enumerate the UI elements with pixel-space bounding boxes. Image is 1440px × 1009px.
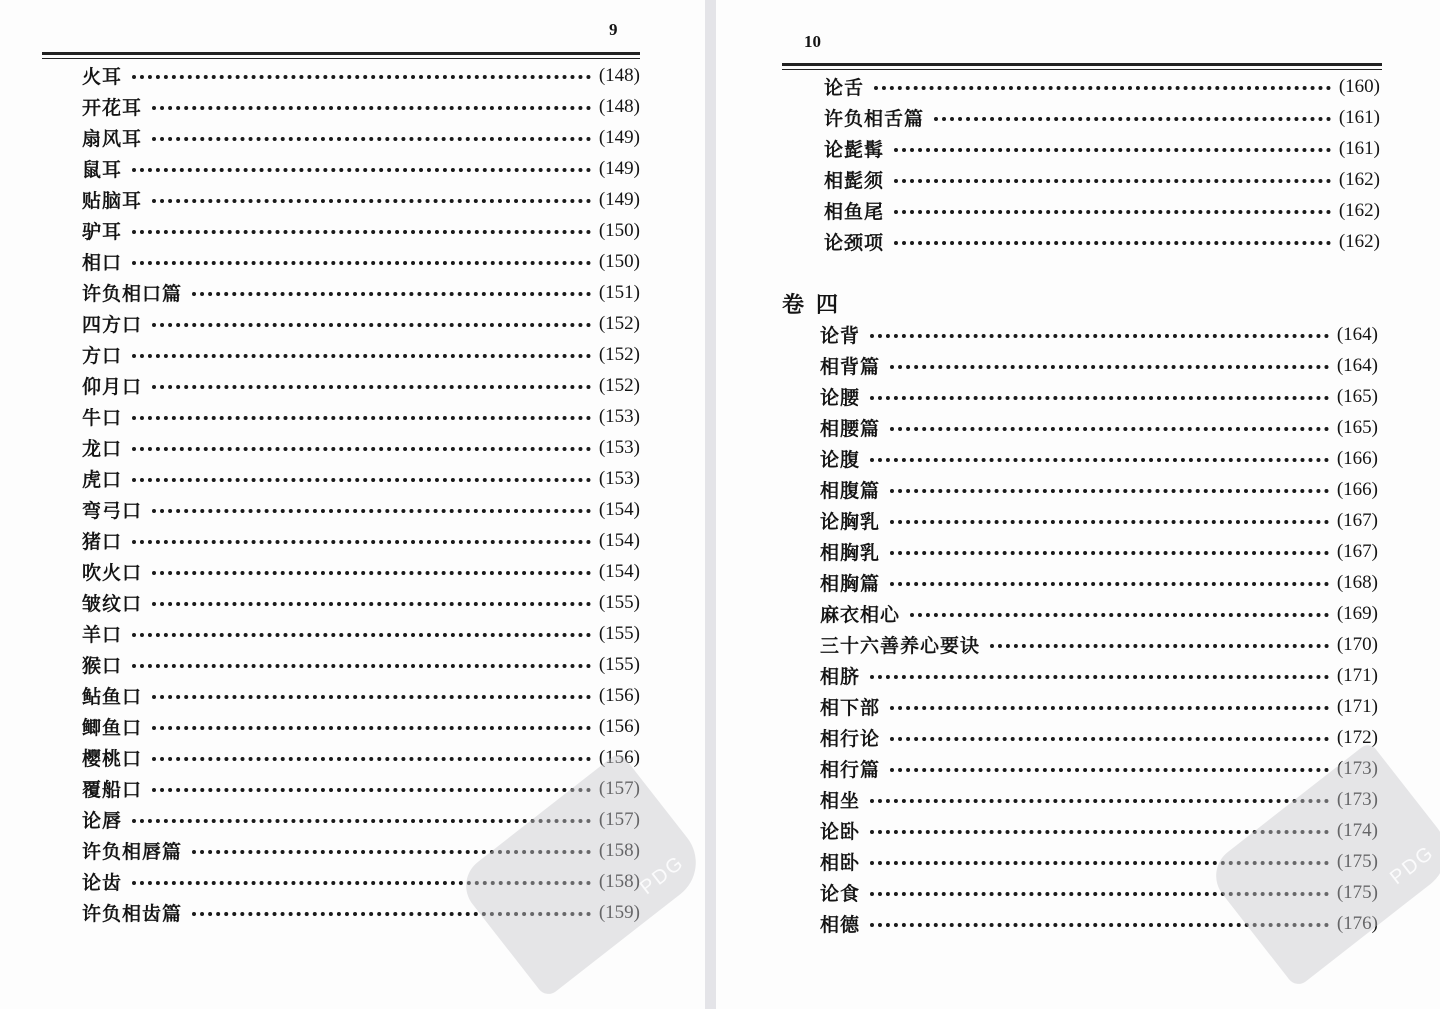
toc-entry-title: 相坐 (820, 790, 861, 812)
dot-leader (152, 695, 591, 699)
toc-entry (82, 153, 640, 184)
toc-entry-title: 覆船口 (82, 779, 143, 801)
toc-entry-page: (155) (598, 591, 640, 613)
toc-entry-title: 三十六善养心要诀 (820, 635, 981, 657)
toc-entry-page: (167) (1336, 509, 1378, 531)
toc-entry-title: 相德 (820, 914, 861, 936)
dot-leader (890, 520, 1329, 524)
dot-leader (890, 737, 1329, 741)
toc-entry (82, 339, 640, 370)
dot-leader (132, 75, 591, 79)
toc-entry-page: (165) (1336, 385, 1378, 407)
toc-entry-page: (171) (1336, 664, 1378, 686)
toc-entry (82, 494, 640, 525)
toc-entry-title: 仰月口 (82, 376, 143, 398)
toc-entry-page: (157) (598, 808, 640, 830)
toc-entry-title: 方口 (82, 345, 123, 367)
toc-entry-page: (153) (598, 467, 640, 489)
toc-entry-title: 鲇鱼口 (82, 686, 143, 708)
toc-entry-title: 相口 (82, 252, 123, 274)
toc-entry (82, 370, 640, 401)
toc-entry-title: 猴口 (82, 655, 123, 677)
dot-leader (152, 726, 591, 730)
page-number: 9 (609, 20, 618, 39)
dot-leader (934, 117, 1331, 121)
toc-entry-page: (162) (1338, 230, 1380, 252)
dot-leader (132, 168, 591, 172)
toc-entry-title: 相髭须 (824, 170, 885, 192)
toc-entry (82, 215, 640, 246)
toc-entry-page: (172) (1336, 726, 1378, 748)
toc-entry-title: 麻衣相心 (820, 604, 901, 626)
dot-leader (894, 179, 1331, 183)
toc-entry-title: 论齿 (82, 872, 123, 894)
toc-entry-title: 猪口 (82, 531, 123, 553)
dot-leader (890, 582, 1329, 586)
dot-leader (132, 447, 591, 451)
toc-entry (820, 567, 1378, 598)
toc-entry (824, 71, 1380, 102)
toc-entry-title: 相胸乳 (820, 542, 881, 564)
toc-entry (820, 753, 1378, 784)
toc-entry (82, 649, 640, 680)
toc-entry-page: (153) (598, 436, 640, 458)
toc-entry-page: (148) (598, 95, 640, 117)
dot-leader (192, 292, 591, 296)
toc-entry (820, 474, 1378, 505)
left-page (0, 0, 705, 1009)
toc-entry-title: 许负相齿篇 (82, 903, 183, 925)
toc-entry-title: 皱纹口 (82, 593, 143, 615)
toc-entry (82, 711, 640, 742)
toc-entry (820, 350, 1378, 381)
toc-entry (824, 102, 1380, 133)
dot-leader (152, 571, 591, 575)
toc-entry (824, 195, 1380, 226)
toc-entry-page: (175) (1336, 850, 1378, 872)
toc-entry-page: (171) (1336, 695, 1378, 717)
toc-entry-title: 相行篇 (820, 759, 881, 781)
toc-entry-page: (156) (598, 746, 640, 768)
page-number: 10 (804, 32, 821, 51)
toc-entry-page: (162) (1338, 199, 1380, 221)
toc-entry-title: 许负相口篇 (82, 283, 183, 305)
toc-entry-title: 扇风耳 (82, 128, 143, 150)
toc-entry-title: 相腰篇 (820, 418, 881, 440)
toc-entry (82, 432, 640, 463)
toc-entry-title: 相胸篇 (820, 573, 881, 595)
toc-entry-page: (156) (598, 684, 640, 706)
toc-entry-page: (158) (598, 839, 640, 861)
toc-list-top (824, 71, 1380, 257)
watermark-text: PDG (1386, 841, 1439, 890)
toc-entry (820, 691, 1378, 722)
toc-entry-title: 鼠耳 (82, 159, 123, 181)
toc-entry-page: (154) (598, 529, 640, 551)
toc-entry-page: (166) (1336, 478, 1378, 500)
toc-entry-title: 驴耳 (82, 221, 123, 243)
toc-entry-title: 相下部 (820, 697, 881, 719)
header-rule (782, 63, 1382, 66)
toc-entry-title: 龙口 (82, 438, 123, 460)
toc-entry-page: (175) (1336, 881, 1378, 903)
dot-leader (132, 416, 591, 420)
toc-entry-title: 火耳 (82, 66, 123, 88)
toc-entry (820, 319, 1378, 350)
toc-entry-page: (152) (598, 374, 640, 396)
dot-leader (132, 819, 591, 823)
toc-entry-page: (156) (598, 715, 640, 737)
toc-entry (82, 401, 640, 432)
toc-entry-page: (152) (598, 343, 640, 365)
dot-leader (132, 354, 591, 358)
toc-entry-title: 弯弓口 (82, 500, 143, 522)
toc-entry-page: (161) (1338, 106, 1380, 128)
toc-entry-page: (149) (598, 126, 640, 148)
toc-entry-page: (155) (598, 653, 640, 675)
toc-entry (82, 525, 640, 556)
toc-entry (820, 443, 1378, 474)
dot-leader (890, 551, 1329, 555)
toc-entry (820, 536, 1378, 567)
toc-entry-title: 许负相唇篇 (82, 841, 183, 863)
toc-entry-title: 鲫鱼口 (82, 717, 143, 739)
toc-entry-title: 牛口 (82, 407, 123, 429)
toc-entry-page: (150) (598, 250, 640, 272)
dot-leader (990, 644, 1329, 648)
toc-entry-page: (164) (1336, 323, 1378, 345)
toc-entry-title: 樱桃口 (82, 748, 143, 770)
toc-entry-page: (168) (1336, 571, 1378, 593)
dot-leader (152, 199, 591, 203)
dot-leader (152, 137, 591, 141)
watermark-text: PDG (636, 851, 689, 900)
dot-leader (152, 385, 591, 389)
dot-leader (132, 633, 591, 637)
toc-entry-page: (158) (598, 870, 640, 892)
toc-entry (820, 381, 1378, 412)
header-rule (42, 52, 640, 55)
toc-entry-title: 相卧 (820, 852, 861, 874)
header-rule-thin (42, 58, 640, 59)
toc-entry-page: (166) (1336, 447, 1378, 469)
dot-leader (870, 334, 1329, 338)
toc-entry-title: 贴脑耳 (82, 190, 143, 212)
toc-entry (820, 412, 1378, 443)
dot-leader (890, 489, 1329, 493)
dot-leader (152, 509, 591, 513)
dot-leader (870, 799, 1329, 803)
toc-entry-title: 论卧 (820, 821, 861, 843)
toc-entry-page: (150) (598, 219, 640, 241)
dot-leader (132, 261, 591, 265)
toc-entry-title: 论食 (820, 883, 861, 905)
toc-entry-page: (164) (1336, 354, 1378, 376)
toc-entry-title: 吹火口 (82, 562, 143, 584)
toc-entry (82, 184, 640, 215)
dot-leader (910, 613, 1329, 617)
dot-leader (132, 230, 591, 234)
dot-leader (132, 664, 591, 668)
dot-leader (894, 210, 1331, 214)
dot-leader (152, 788, 591, 792)
toc-entry-title: 论颈项 (824, 232, 885, 254)
toc-entry-page: (153) (598, 405, 640, 427)
section-heading: 卷四 (782, 292, 851, 318)
toc-entry (824, 164, 1380, 195)
toc-entry-title: 论腹 (820, 449, 861, 471)
toc-entry (824, 226, 1380, 257)
dot-leader (870, 675, 1329, 679)
toc-entry-title: 羊口 (82, 624, 123, 646)
toc-entry-page: (167) (1336, 540, 1378, 562)
toc-entry-page: (173) (1336, 757, 1378, 779)
toc-entry-page: (173) (1336, 788, 1378, 810)
toc-entry (82, 463, 640, 494)
dot-leader (152, 602, 591, 606)
toc-entry-title: 相腹篇 (820, 480, 881, 502)
toc-list (82, 60, 640, 928)
toc-entry (82, 587, 640, 618)
toc-entry-page: (157) (598, 777, 640, 799)
toc-entry-title: 论唇 (82, 810, 123, 832)
dot-leader (870, 396, 1329, 400)
dot-leader (894, 241, 1331, 245)
toc-entry-page: (151) (598, 281, 640, 303)
toc-entry-title: 论髭髯 (824, 139, 885, 161)
toc-entry-title: 开花耳 (82, 97, 143, 119)
dot-leader (152, 106, 591, 110)
toc-entry-page: (169) (1336, 602, 1378, 624)
toc-entry-page: (162) (1338, 168, 1380, 190)
header-rule-thin (782, 69, 1382, 70)
toc-entry-page: (149) (598, 188, 640, 210)
toc-entry-title: 相脐 (820, 666, 861, 688)
right-page (716, 0, 1440, 1009)
toc-entry (820, 598, 1378, 629)
toc-entry (82, 122, 640, 153)
toc-entry-page: (154) (598, 560, 640, 582)
dot-leader (890, 365, 1329, 369)
toc-entry-page: (159) (598, 901, 640, 923)
toc-entry-page: (148) (598, 64, 640, 86)
toc-entry (82, 742, 640, 773)
toc-entry (820, 629, 1378, 660)
toc-entry (82, 308, 640, 339)
toc-entry (820, 505, 1378, 536)
toc-entry-page: (154) (598, 498, 640, 520)
toc-entry (824, 133, 1380, 164)
toc-entry (82, 277, 640, 308)
toc-entry (82, 91, 640, 122)
toc-entry (820, 722, 1378, 753)
toc-entry-title: 相鱼尾 (824, 201, 885, 223)
toc-entry (82, 618, 640, 649)
toc-entry-page: (160) (1338, 75, 1380, 97)
toc-entry-title: 论胸乳 (820, 511, 881, 533)
toc-entry-title: 论背 (820, 325, 861, 347)
toc-entry-page: (165) (1336, 416, 1378, 438)
toc-entry-title: 虎口 (82, 469, 123, 491)
toc-entry (82, 60, 640, 91)
toc-entry (820, 660, 1378, 691)
toc-entry-page: (176) (1336, 912, 1378, 934)
toc-entry-title: 许负相舌篇 (824, 108, 925, 130)
dot-leader (894, 148, 1331, 152)
dot-leader (152, 757, 591, 761)
toc-entry-page: (155) (598, 622, 640, 644)
toc-entry-title: 四方口 (82, 314, 143, 336)
toc-entry-page: (161) (1338, 137, 1380, 159)
toc-entry-page: (170) (1336, 633, 1378, 655)
toc-entry (82, 680, 640, 711)
dot-leader (890, 768, 1329, 772)
toc-entry-title: 相背篇 (820, 356, 881, 378)
toc-entry-title: 论腰 (820, 387, 861, 409)
dot-leader (874, 86, 1331, 90)
toc-entry-title: 相行论 (820, 728, 881, 750)
toc-entry (82, 246, 640, 277)
toc-entry-page: (174) (1336, 819, 1378, 841)
toc-entry (82, 556, 640, 587)
dot-leader (890, 706, 1329, 710)
dot-leader (152, 323, 591, 327)
dot-leader (132, 540, 591, 544)
dot-leader (132, 478, 591, 482)
dot-leader (870, 458, 1329, 462)
toc-entry-title: 论舌 (824, 77, 865, 99)
toc-entry-page: (149) (598, 157, 640, 179)
dot-leader (890, 427, 1329, 431)
toc-entry-page: (152) (598, 312, 640, 334)
